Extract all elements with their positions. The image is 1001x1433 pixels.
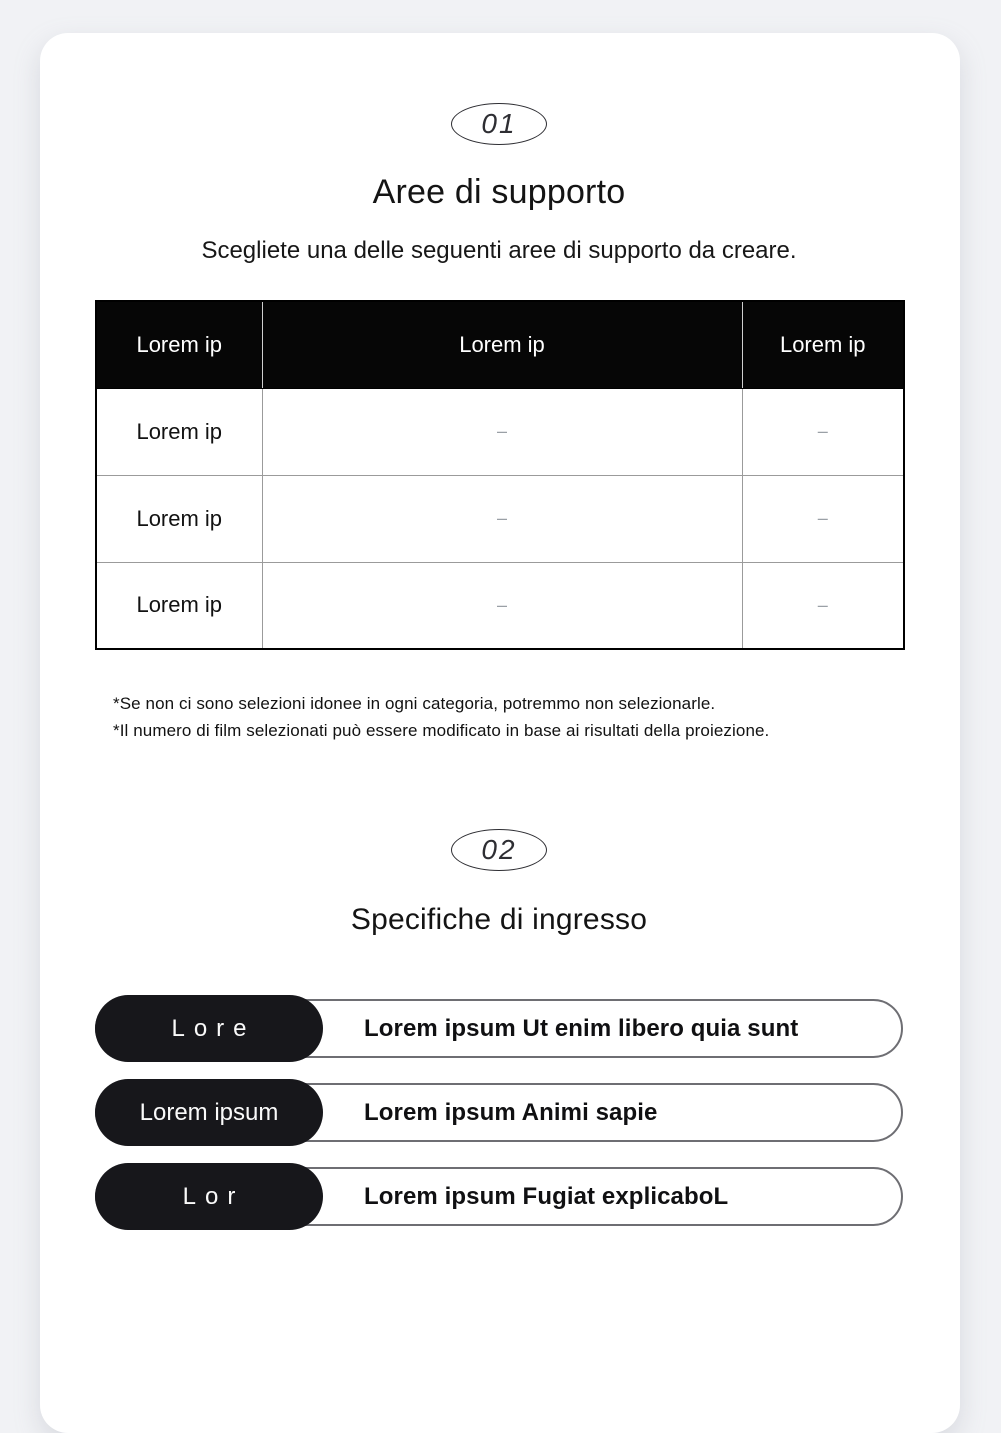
section1-subtitle: Scegliete una delle seguenti aree di supporto da creare. <box>201 237 797 264</box>
row-value-cell: – <box>742 475 904 562</box>
section2-title: Specifiche di ingresso <box>350 903 648 936</box>
spec-label-pill: Lore <box>95 995 323 1062</box>
row-value-cell: – <box>262 475 742 562</box>
table-header-cell: Lorem ip <box>96 301 262 388</box>
support-areas-table <box>95 300 905 650</box>
row-value-cell: – <box>742 562 904 649</box>
row-label-cell: Lorem ip <box>96 388 262 475</box>
section1-title: Aree di supporto <box>372 173 626 211</box>
spec-value: Lorem ipsum Fugiat explicaboL <box>364 1182 729 1210</box>
section1-badge-wrap <box>95 103 903 145</box>
footnote: *Il numero di film selezionati può essere modificato in base ai risultati della proiezione. <box>113 721 770 740</box>
table-row[interactable] <box>96 475 904 562</box>
table-header-cell: Lorem ip <box>742 301 904 388</box>
spec-value: Lorem ipsum Animi sapie <box>364 1098 658 1126</box>
footnote: *Se non ci sono selezioni idonee in ogni categoria, potremmo non selezionarle. <box>113 694 716 713</box>
section2-badge-wrap <box>95 829 903 871</box>
spec-item[interactable] <box>95 1163 903 1230</box>
table-row[interactable] <box>96 388 904 475</box>
table-header-cell: Lorem ip <box>262 301 742 388</box>
row-value-cell: – <box>262 562 742 649</box>
section2-number-badge: 02 <box>451 829 547 871</box>
spec-item[interactable] <box>95 995 903 1062</box>
spec-value: Lorem ipsum Ut enim libero quia sunt <box>364 1014 799 1042</box>
section1-number-badge: 01 <box>451 103 547 145</box>
spec-label-pill: Lor <box>95 1163 323 1230</box>
row-value-cell: – <box>262 388 742 475</box>
footnotes <box>95 690 903 744</box>
content-card <box>40 33 960 1433</box>
spec-label-pill: Lorem ipsum <box>95 1079 323 1146</box>
row-value-cell: – <box>742 388 904 475</box>
table-row[interactable] <box>96 562 904 649</box>
row-label-cell: Lorem ip <box>96 475 262 562</box>
spec-item[interactable] <box>95 1079 903 1146</box>
table-header-row <box>96 301 904 388</box>
row-label-cell: Lorem ip <box>96 562 262 649</box>
input-specs-list <box>95 995 903 1230</box>
